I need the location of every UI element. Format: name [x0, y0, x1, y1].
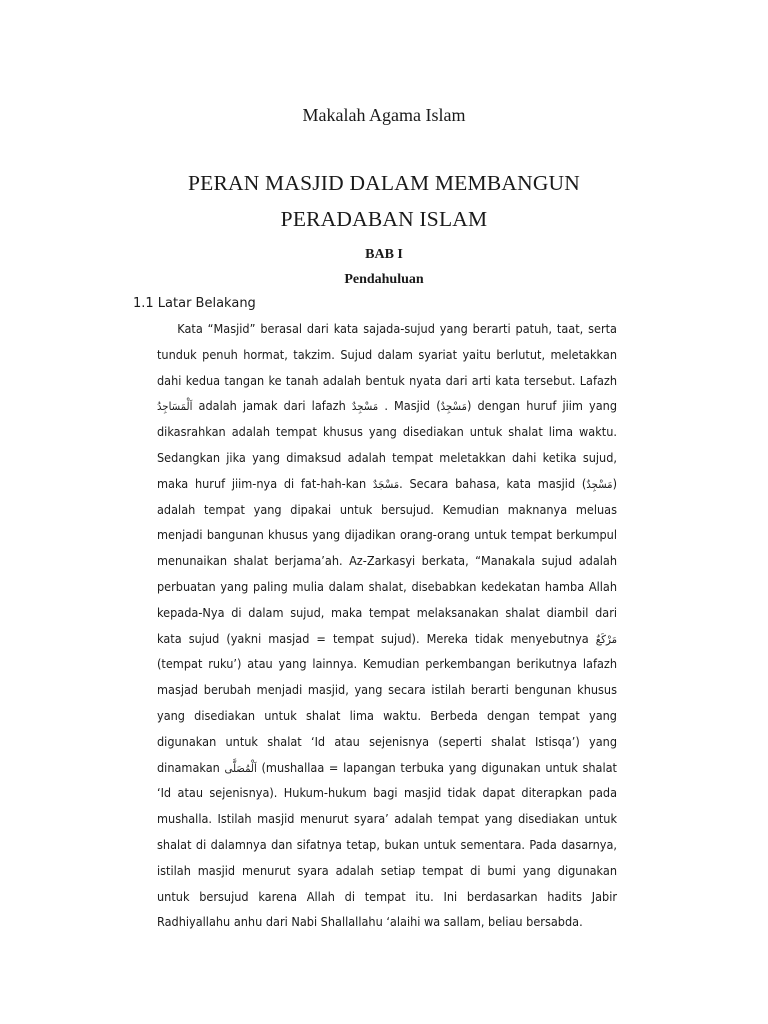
arabic-term: اَلْمَسَاجِدُ — [157, 400, 193, 414]
paragraph-text: ) adalah tempat yang dipakai untuk bersujud. Kemudian maknanya meluas menjadi bangunan khusus yang dijadikan orang-orang untuk tempat berkumpul menunaikan shalat berjama’ah. Az-Zarkasyi berkata, “Manakala sujud adalah perbuatan yang paling mulia dalam shalat, disebabkan kedekatan hamba Allah kepada-Nya di dalam sujud, maka tempat melaksanakan shalat diambil dari kata sujud (yakni masjad = tempat sujud). Mereka tidak menyebutnya — [157, 476, 617, 646]
arabic-term: مَسْجِدٌ — [351, 400, 379, 414]
arabic-term: مَرْكَعٌ — [595, 632, 617, 646]
chapter-title: Pendahuluan — [344, 272, 424, 287]
chapter-number: BAB I — [365, 247, 403, 262]
arabic-term: مَسْجِدٌ — [440, 400, 467, 414]
paragraph-text: . Masjid ( — [378, 399, 441, 414]
main-title-line-2: PERADABAN ISLAM — [280, 207, 488, 231]
paragraph-text: Kata “Masjid” berasal dari kata sajada-sujud yang berarti patuh, taat, serta tunduk penuh hormat, takzim. Sujud dalam syariat yaitu berlutut, meletakkan dahi kedua tangan ke tanah adalah bentuk nyata dari arti kata tersebut. Lafazh — [157, 322, 618, 388]
paragraph-text: adalah jamak dari lafazh — [192, 399, 352, 414]
paragraph-text: ) dengan huruf jiim yang dikasrahkan adalah tempat khusus yang disediakan untuk shalat lima waktu. Sedangkan jika yang dimaksud adalah tempat meletakkan dahi ketika sujud, maka huruf jiim-nya di fat-hah-kan — [157, 399, 618, 491]
section-heading: 1.1 Latar Belakang — [133, 296, 256, 311]
arabic-term: مَسْجَدٌ — [372, 477, 400, 491]
paragraph-text: (mushallaa = lapangan terbuka yang digunakan untuk shalat ‘Id atau sejenisnya). Hukum-hukum bagi masjid tidak dapat diterapkan pada mushalla. Istilah masjid menurut syara’ adalah tempat yang disediakan untuk shalat di dalamnya dan sifatnya tetap, bukan untuk sementara. Pada dasarnya, istilah masjid menurut syara adalah setiap tempat di bumi yang digunakan untuk bersujud karena Allah di tempat itu. Ini berdasarkan hadits Jabir Radhiyallahu anhu dari Nabi Shallallahu ‘alaihi wa sallam, beliau bersabda. — [157, 760, 617, 930]
paragraph-text: . Secara bahasa, kata masjid ( — [399, 476, 587, 491]
body-paragraph — [157, 317, 617, 936]
paragraph-text: (tempat ruku’) atau yang lainnya. Kemudian perkembangan berikutnya lafazh masjad berubah menjadi masjid, yang secara istilah berarti bengunan khusus yang disediakan untuk shalat lima waktu. Berbeda dengan tempat yang digunakan untuk shalat ‘Id atau sejenisnya (seperti shalat Istisqa’) yang dinamakan — [157, 657, 617, 775]
document-title: Makalah Agama Islam — [302, 105, 466, 125]
arabic-term: اَلْمُصَلَّى — [224, 761, 257, 775]
main-title-line-1: PERAN MASJID DALAM MEMBANGUN — [187, 171, 581, 195]
arabic-term: مَسْجِدٌ — [586, 477, 613, 491]
